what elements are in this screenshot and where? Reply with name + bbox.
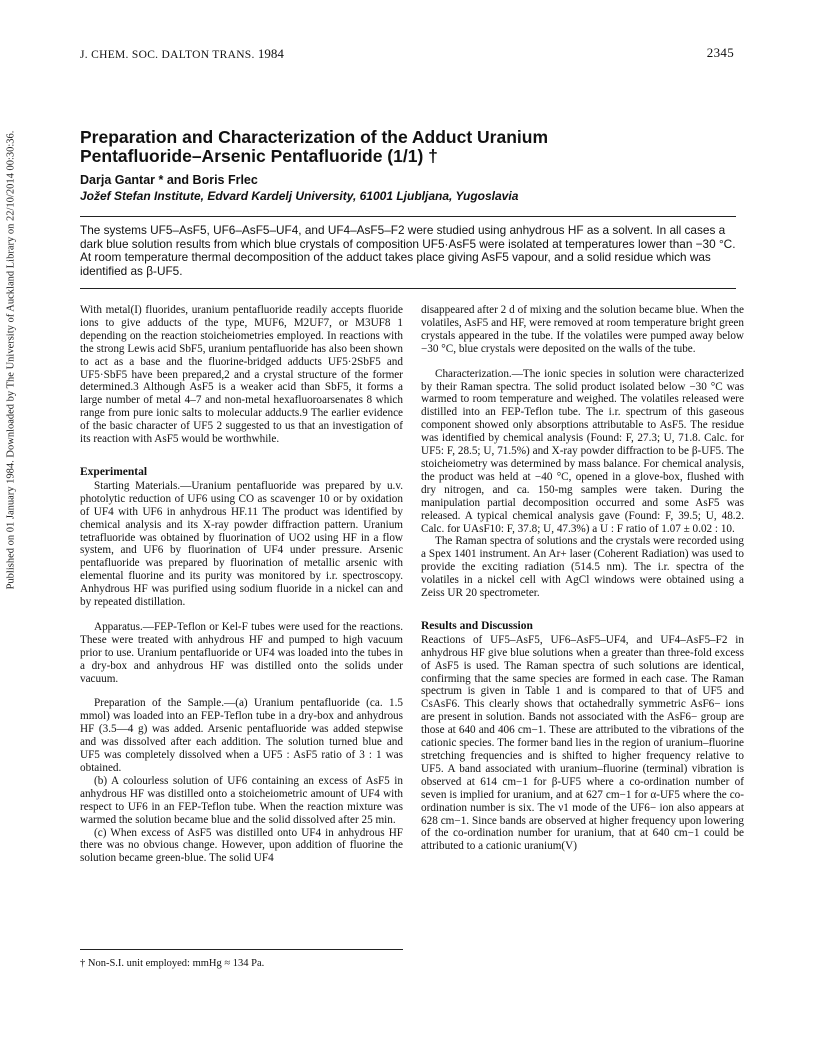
download-notice: Published on 01 January 1984. Downloaded by The University of Auckland Library on 22/10/2014 00:30:36. bbox=[5, 130, 17, 590]
intro-paragraph: With metal(I) fluorides, uranium pentafluoride readily accepts fluoride ions to give adducts of the type, MUF6, M2UF7, or M3UF8 1 depending on the reaction stoicheiometries employed. In reactions with the strong Lewis acid SbF5, uranium pentafluoride has also been shown to act as a base and the fluorine-bridged adducts UF5·2SbF5 and UF5·SbF5 have been prepared,2 and a crystal structure of the former determined.3 Although AsF5 is a weaker acid than SbF5, it forms a large number of metal 4–7 and non-metal hexafluoroarsenates 8 which range from pure ionic salts to molecular adducts.9 The earlier evidence of the basic character of UF5 2 suggested to us that an investigation of its reaction with AsF5 would be worthwhile. bbox=[80, 304, 403, 446]
top-divider bbox=[80, 216, 736, 217]
abstract: The systems UF5–AsF5, UF6–AsF5–UF4, and UF4–AsF5–F2 were studied using anhydrous HF as a solvent. In all cases a dark blue solution results from which blue crystals of composition UF5·AsF5 were isolated at temperatures lower than −30 °C. At room temperature thermal decomposition of the adduct takes place giving AsF5 vapour, and a solid residue which was identified as β-UF5. bbox=[80, 223, 736, 278]
journal-name: J. CHEM. SOC. DALTON TRANS. 1984 bbox=[80, 46, 284, 61]
preparation-c-paragraph: (c) When excess of AsF5 was distilled onto UF4 in anhydrous HF there was no obvious change. However, upon addition of fluorine the solution became green-blue. The solid UF4 bbox=[80, 826, 403, 865]
results-paragraph: Reactions of UF5–AsF5, UF6–AsF5–UF4, and UF4–AsF5–F2 in anhydrous HF give blue solutions when a greater than three-fold excess of AsF5 is used. The Raman spectra of such solutions are identical, confirming that the same species are formed in each case. The Raman spectrum is given in Table 1 and is compared to that of UF5 and CsAsF6. This clearly shows that octahedrally symmetric AsF6− ions are present in solution. Bands not associated with the AsF6− group are those at 640 and 406 cm−1. These are attributed to the vibrations of the cationic species. The former band lies in the region of uranium–fluorine stretching frequencies and is shifted to higher frequency relative to UF5. A band associated with uranium–fluorine (terminal) vibration is observed at 614 cm−1 for β-UF5 where a co-ordination number of seven is implied for uranium, and at 627 cm−1 for α-UF5 where the co-ordination number is six. The ν1 mode of the UF6− ion also appears at 628 cm−1. Since bands are observed at higher frequency upon lowering of the co-ordination number for uranium, that at 640 cm−1 could be attributed to a cationic uranium(V) bbox=[421, 633, 744, 853]
apparatus-paragraph: Apparatus.—FEP-Teflon or Kel-F tubes were used for the reactions. These were treated with anhydrous HF and pumped to high vacuum prior to use. Uranium pentafluoride or UF4 was loaded into the tubes in a dry-box and anhydrous HF was distilled onto the solids under vacuum. bbox=[80, 620, 403, 685]
raman-paragraph: The Raman spectra of solutions and the crystals were recorded using a Spex 1401 instrument. An Ar+ laser (Coherent Radiation) was used to provide the exciting radiation (514.5 nm). The i.r. spectra of the volatiles in a nickel cell with AgCl windows were obtained using a Zeiss UR 20 spectrometer. bbox=[421, 535, 744, 600]
bottom-divider bbox=[80, 288, 736, 289]
preparation-a-paragraph: Preparation of the Sample.—(a) Uranium pentafluoride (ca. 1.5 mmol) was loaded into an FEP-Teflon tube in a dry-box and anhydrous HF (3.5—4 g) was added. Arsenic pentafluoride was added stepwise and was dissolved after each addition. The solution turned blue and UF5 was completely dissolved when a UF5 : AsF5 ratio of 3 : 1 was obtained. bbox=[80, 697, 403, 774]
download-watermark bbox=[0, 0, 22, 1055]
continuation-paragraph: disappeared after 2 d of mixing and the solution became blue. When the volatiles, AsF5 and HF, were removed at room temperature bright green crystals appeared in the tube. If the volatiles were pumped away below −30 °C, blue crystals were deposited on the walls of the tube. bbox=[421, 304, 744, 355]
preparation-b-paragraph: (b) A colourless solution of UF6 containing an excess of AsF5 in anhydrous HF was distilled onto a stoicheiometric amount of UF4 with respect to UF6 in an FEP-Teflon tube. When the reaction mixture was warmed the solution became blue and the solid dissolved after 25 min. bbox=[80, 774, 403, 826]
section-heading-results: Results and Discussion bbox=[421, 619, 533, 632]
journal-year: 1984 bbox=[257, 46, 284, 61]
starting-materials-paragraph: Starting Materials.—Uranium pentafluoride was prepared by u.v. photolytic reduction of UF6 using CO as scavenger 10 or by oxidation of UF4 with UF6 in anhydrous HF.11 The product was identified by chemical analysis and its X-ray powder diffraction pattern. Uranium tetrafluoride was obtained by fluorination of UO2 using HF in a flow system, and UF6 by fluorination of UF4 under pressure. Arsenic pentafluoride was prepared by fluorination of metallic arsenic with elemental fluorine and its purity was monitored by i.r. spectroscopy. Anhydrous HF was purified using sodium fluoride in a nickel can and by repeated distillation. bbox=[80, 479, 403, 609]
footnote: † Non-S.I. unit employed: mmHg ≈ 134 Pa. bbox=[80, 949, 403, 970]
article-title: Preparation and Characterization of the Adduct Uranium Pentafluoride–Arsenic Pentafluoride (1/1) † bbox=[80, 127, 549, 166]
left-column bbox=[80, 304, 403, 865]
author-list: Darja Gantar * and Boris Frlec bbox=[80, 173, 258, 187]
section-heading-experimental: Experimental bbox=[80, 465, 148, 478]
page-number: 2345 bbox=[706, 45, 734, 60]
affiliation: Jožef Stefan Institute, Edvard Kardelj University, 61001 Ljubljana, Yugoslavia bbox=[80, 189, 519, 203]
characterization-paragraph: Characterization.—The ionic species in solution were characterized by their Raman spectra. The solid product isolated below −30 °C was warmed to room temperature and weighed. The volatiles released were distilled into an FEP-Teflon tube. The i.r. spectrum of this gaseous component showed only absorptions attributable to AsF5. The residue was identified by chemical analysis (Found: F, 27.3; U, 71.8. Calc. for UF5: F, 28.5; U, 71.5%) and X-ray powder diffraction to be β-UF5. The stoicheiometry was determined by mass balance. For chemical analysis, the product was held at −40 °C, opened in a glove-box, flushed with dry nitrogen, and ca. 150-mg samples were taken. During the manipulation partial decomposition occurred and some AsF5 was released. A typical chemical analysis gave (Found: F, 39.5; U, 48.2. Calc. for UAsF10: F, 37.8; U, 47.3%) a U : F ratio of 1.07 ± 0.02 : 10. bbox=[421, 367, 744, 535]
right-column bbox=[421, 304, 744, 853]
